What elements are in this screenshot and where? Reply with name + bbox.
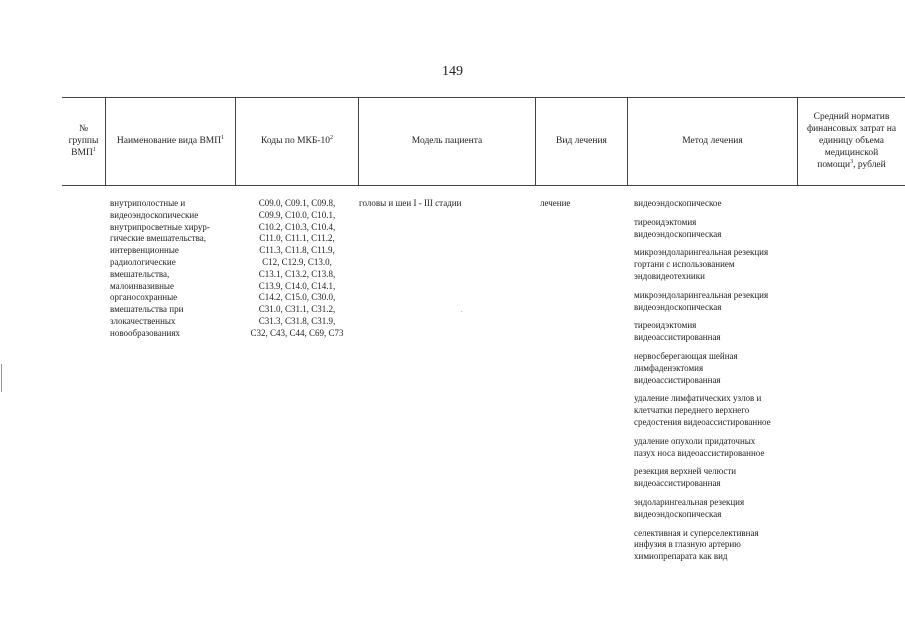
scan-speck [461, 311, 462, 312]
treatment-method-item: тиреоидэктомия видеоэндоскопическая [634, 216, 722, 239]
treatment-method-item: резекция верхней челюсти видеоассистированная [634, 466, 737, 489]
treatment-method-item: микроэндоларингеальная резекция видеоэндоскопическая [634, 289, 769, 312]
header-icd-codes: Коды по МКБ-$10^2$ [260, 134, 334, 146]
patient-model-text: головы и шеи I - III стадии [359, 198, 462, 208]
header-cost-norm: Средний норматив финансовых затрат на единицу объема медицинской помощи$^3$, рублей [806, 112, 897, 170]
page-number: 149 [442, 64, 463, 79]
treatment-method-item: удаление лимфатических узлов и клетчатки переднего верхнего средостения видеоассистированное [634, 393, 771, 427]
header-group-number: № группы ВМП$^1$ [68, 124, 99, 158]
treatment-method-item: удаление опухоли придаточных пазух носа видеоассистированное [634, 435, 765, 458]
treatment-type-text: лечение [540, 198, 571, 208]
treatment-method-item: нервосберегающая шейная лимфаденэктомия видеоассистированная [634, 350, 738, 385]
header-bottom-rule [62, 185, 905, 186]
scan-margin-mark [1, 364, 2, 392]
header-treatment-type: Вид лечения [556, 136, 607, 146]
header-patient-model: Модель пациента [411, 136, 483, 146]
vmp-type-text: внутриполостные и видеоэндоскопические внутрипросветные хирур- гические вмешательства, интервенционные радиологические вмешательства, малоинвазивные органосохранные вмешательства при злокачественных новообразованиях [110, 198, 210, 338]
icd-codes-text: C09.0, C09.1, C09.8, C09.9, C10.0, C10.1, C10.2, C10.3, C10.4, C11.0, C11.1, C11.2, C11.3, C11.8, C11.9, C12, C12.9, C13.0, C13.1, C13.2, C13.8, C13.9, C14.0, C14.1, C14.2, C15.0, C30.0, C31.0, C31.1, C31.2, C31.3, C31.8, C31.9, C32, C43, C44, C69, C73 [250, 198, 344, 338]
header-vmp-name: Наименование вида ВМП$^1$ [116, 134, 225, 146]
treatment-method-item: тиреоидэктомия видеоассистированная [634, 320, 721, 343]
treatment-method-item: селективная и суперселективная инфузия в глазную артерию химиопрепарата как вид [634, 527, 759, 562]
header-treatment-method: Метод лечения [682, 136, 743, 146]
treatment-methods-list [634, 198, 799, 570]
treatment-method-item: эндоларингеальная резекция видеоэндоскопическая [634, 496, 745, 519]
treatment-method-item: микроэндоларингеальная резекция гортани с использованием эндовидеотехники [634, 247, 769, 281]
treatment-method-item: видеоэндоскопическое [634, 198, 722, 208]
